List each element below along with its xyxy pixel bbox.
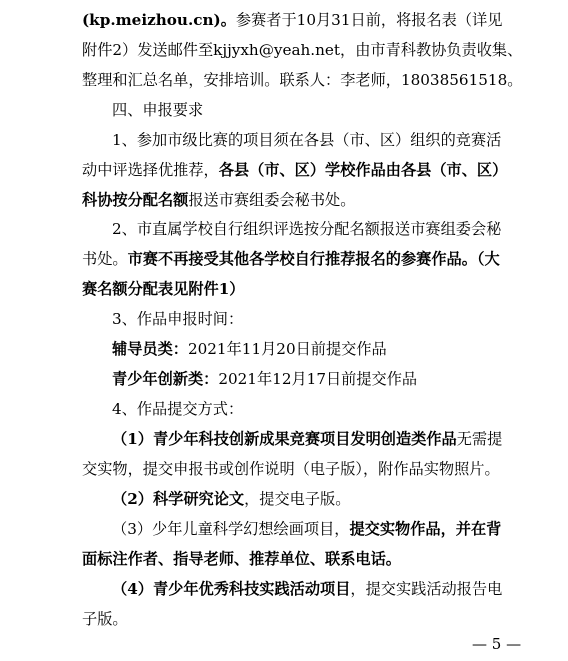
bold-text-run: （2）科学研究论文 xyxy=(112,490,245,508)
bold-text-run: 面标注作者、指导老师、推荐单位、联系电话。 xyxy=(82,550,401,568)
text-run: （3）少年儿童科学幻想绘画项目， xyxy=(112,520,350,538)
bold-text-run: 各县（市、区）学校作品由各县（市、区） xyxy=(218,161,508,179)
text-run: 2021年11月20日前提交作品 xyxy=(187,340,387,358)
text-line xyxy=(0,160,568,180)
text-line xyxy=(0,130,568,150)
text-run: 无需提 xyxy=(456,430,503,448)
page-number: — 5 — xyxy=(472,635,522,653)
text-line xyxy=(0,429,568,449)
text-run: 附件2）发送邮件至kjjyxh@yeah.net，由市青科教协负责收集、 xyxy=(82,41,523,59)
text-line xyxy=(0,309,568,329)
bold-text-run: 提交实物作品，并在背 xyxy=(349,520,502,538)
text-line xyxy=(0,190,568,210)
text-line xyxy=(0,519,568,539)
bold-text-run: 青少年创新类： xyxy=(112,370,219,388)
text-line xyxy=(0,219,568,239)
text-run: 2、市直属学校自行组织评选按分配名额报送市赛组委会秘 xyxy=(112,220,502,238)
text-line xyxy=(0,249,568,269)
text-run: 交实物，提交申报书或创作说明（电子版），附作品实物照片。 xyxy=(82,460,500,478)
text-line xyxy=(0,609,568,629)
bold-text-run: 赛名额分配表见附件1） xyxy=(82,280,245,298)
bold-text-run: 科协按分配名额 xyxy=(82,191,189,209)
text-run: ，提交电子版。 xyxy=(244,490,351,508)
text-line xyxy=(0,40,568,60)
bold-text-run: （1）青少年科技创新成果竞赛项目发明创造类作品 xyxy=(112,430,457,448)
text-line xyxy=(0,549,568,569)
text-run: 3、作品申报时间： xyxy=(112,310,244,328)
bold-text-run: (kp.meizhou.cn)。 xyxy=(82,11,236,29)
bold-text-run: 辅导员类： xyxy=(112,340,188,358)
text-line xyxy=(0,369,568,389)
text-line xyxy=(0,339,568,359)
bold-text-run: （4）青少年优秀科技实践活动项目 xyxy=(112,580,351,598)
text-run: ，提交实践活动报告电 xyxy=(350,580,503,598)
text-run: 动中评选择优推荐， xyxy=(82,161,219,179)
text-line xyxy=(0,279,568,299)
bold-text-run: 市赛不再接受其他各学校自行推荐报名的参赛作品。（大 xyxy=(127,250,500,268)
text-line xyxy=(0,10,568,30)
text-run: 4、作品提交方式： xyxy=(112,400,244,418)
text-run: 1、参加市级比赛的项目须在各县（市、区）组织的竞赛活 xyxy=(112,131,502,149)
text-run: 参赛者于10月31日前，将报名表（详见 xyxy=(235,11,503,29)
text-line xyxy=(0,459,568,479)
text-run: 2021年12月17日前提交作品 xyxy=(218,370,418,388)
text-run: 报送市赛组委会秘书处。 xyxy=(188,191,356,209)
text-line xyxy=(0,579,568,599)
text-line xyxy=(0,399,568,419)
text-line xyxy=(0,489,568,509)
text-run: 书处。 xyxy=(82,250,128,268)
text-line xyxy=(0,100,568,120)
text-run: 四、申报要求 xyxy=(112,101,204,119)
text-run: 子版。 xyxy=(82,610,128,628)
text-run: 整理和汇总名单，安排培训。联系人：李老师，18038561518。 xyxy=(82,71,523,89)
text-line xyxy=(0,70,568,90)
